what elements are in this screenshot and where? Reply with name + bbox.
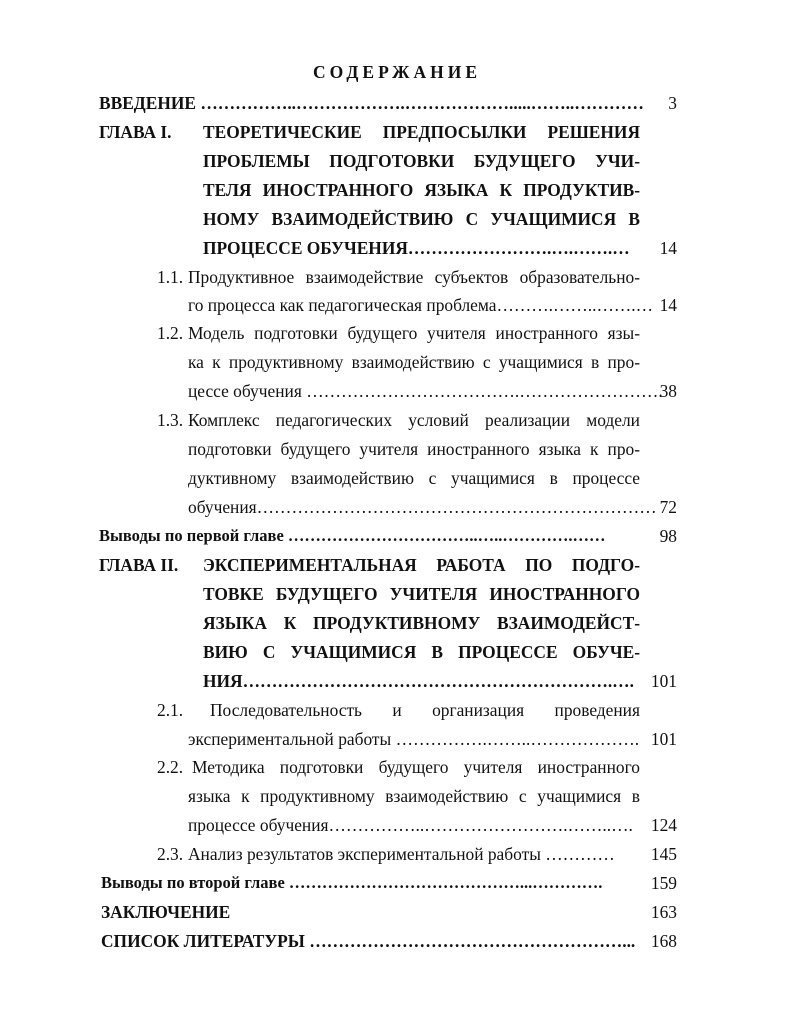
section-title-line: Последовательность и организация проведения: [210, 700, 640, 720]
leader-dots: ……………………………………………………….….: [242, 671, 634, 691]
toc-entry-conclusion[interactable]: [101, 901, 230, 923]
section-title-line: ка к продуктивному взаимодействию с учащимися в про-: [188, 352, 640, 372]
page-number: 38: [659, 381, 677, 401]
section-number: 1.3.: [157, 410, 184, 430]
toc-entry-conclusions-1[interactable]: [99, 525, 635, 547]
section-number: 2.1.: [157, 700, 184, 720]
chapter-title-line: ПРОБЛЕМЫ ПОДГОТОВКИ БУДУЩЕГО УЧИ-: [203, 151, 640, 171]
page-title: СОДЕРЖАНИЕ: [312, 62, 481, 82]
chapter-title-line: ЯЗЫКА К ПРОДУКТИВНОМУ ВЗАИМОДЕЙСТ-: [203, 613, 640, 633]
leader-dots: ………………………………………………...: [309, 931, 636, 951]
section-title-line: Анализ результатов экспериментальной работы: [188, 844, 541, 864]
toc-entry-references[interactable]: [101, 930, 636, 952]
leader-dots: …………….……..……………….: [395, 729, 640, 749]
section-title-line: дуктивному взаимодействию с учащимися в процессе: [188, 468, 640, 488]
chapter-title-line: ТОВКЕ БУДУЩЕГО УЧИТЕЛЯ ИНОСТРАННОГО: [203, 584, 640, 604]
page-number: 14: [659, 238, 677, 258]
chapter-title-line: ПРОЦЕССЕ ОБУЧЕНИЯ: [203, 238, 408, 258]
section-title-line: процессе обучения: [188, 815, 329, 835]
chapter-title-line: ТЕОРЕТИЧЕСКИЕ ПРЕДПОСЫЛКИ РЕШЕНИЯ: [203, 122, 640, 142]
page-number: 145: [650, 844, 677, 864]
entry-label: Выводы по первой главе: [99, 526, 284, 545]
toc-entry-intro[interactable]: [99, 92, 644, 114]
page-number: 98: [659, 526, 677, 546]
entry-label: Выводы по второй главе: [101, 873, 285, 892]
section-number: 2.2.: [157, 757, 184, 777]
section-title-line: экспериментальной работы: [188, 729, 392, 749]
section-number: 1.1.: [157, 267, 184, 287]
section-title-line: Модель подготовки будущего учителя иностранного язы-: [188, 323, 640, 343]
section-title-line: языка к продуктивному взаимодействию с учащимися в: [188, 786, 640, 806]
chapter-title-line: ВИЮ С УЧАЩИМИСЯ В ПРОЦЕССЕ ОБУЧЕ-: [203, 642, 640, 662]
section-title-line: го процесса как педагогическая проблема: [188, 295, 497, 315]
page-number: 168: [650, 931, 677, 951]
section-title-line: обучения: [188, 497, 257, 517]
leader-dots: ……………………………….…………………….: [306, 381, 663, 401]
page-number: 14: [659, 295, 677, 315]
leader-dots: ……………………………………………………………: [256, 497, 657, 517]
entry-label: ВВЕДЕНИЕ: [99, 93, 197, 113]
entry-label: СПИСОК ЛИТЕРАТУРЫ: [101, 931, 305, 951]
page-number: 72: [659, 497, 677, 517]
leader-dots: ……………..……………….……………….....……..…………: [200, 93, 644, 113]
section-title-line: цессе обучения: [188, 381, 302, 401]
section-title-line: Продуктивное взаимодействие субъектов образовательно-: [188, 267, 640, 287]
leader-dots: ……………..…………………….……..….: [328, 815, 633, 835]
leader-dots: ……………………………………...………….: [288, 873, 603, 892]
chapter-title-line: НОМУ ВЗАИМОДЕЙСТВИЮ С УЧАЩИМИСЯ В: [203, 209, 640, 229]
page-number: 163: [650, 902, 677, 922]
section-title-line: Методика подготовки будущего учителя иностранного: [192, 757, 640, 777]
page-number: 124: [650, 815, 677, 835]
leader-dots: …………: [545, 844, 615, 864]
page-number: 159: [650, 873, 677, 893]
page-number: 3: [668, 93, 677, 113]
leader-dots: …………………….….…….…: [407, 238, 630, 258]
section-title-line: Комплекс педагогических условий реализации модели: [188, 410, 640, 430]
chapter-prefix: ГЛАВА I.: [99, 122, 172, 142]
page-number: 101: [650, 671, 677, 691]
page-number: 101: [650, 729, 677, 749]
chapter-prefix: ГЛАВА II.: [99, 555, 179, 575]
chapter-title-line: ТЕЛЯ ИНОСТРАННОГО ЯЗЫКА К ПРОДУКТИВ-: [203, 180, 640, 200]
leader-dots: ……………………………..…..………….……: [287, 526, 606, 545]
chapter-title-line: ЭКСПЕРИМЕНТАЛЬНАЯ РАБОТА ПО ПОДГО-: [203, 555, 640, 575]
section-number: 1.2.: [157, 323, 184, 343]
leader-dots: ……….……..…….…: [496, 295, 654, 315]
section-title-line: подготовки будущего учителя иностранного языка к про-: [188, 439, 640, 459]
section-number: 2.3.: [157, 844, 184, 864]
entry-label: ЗАКЛЮЧЕНИЕ: [101, 902, 231, 922]
chapter-title-line: НИЯ: [203, 671, 243, 691]
toc-entry-conclusions-2[interactable]: [101, 872, 635, 894]
